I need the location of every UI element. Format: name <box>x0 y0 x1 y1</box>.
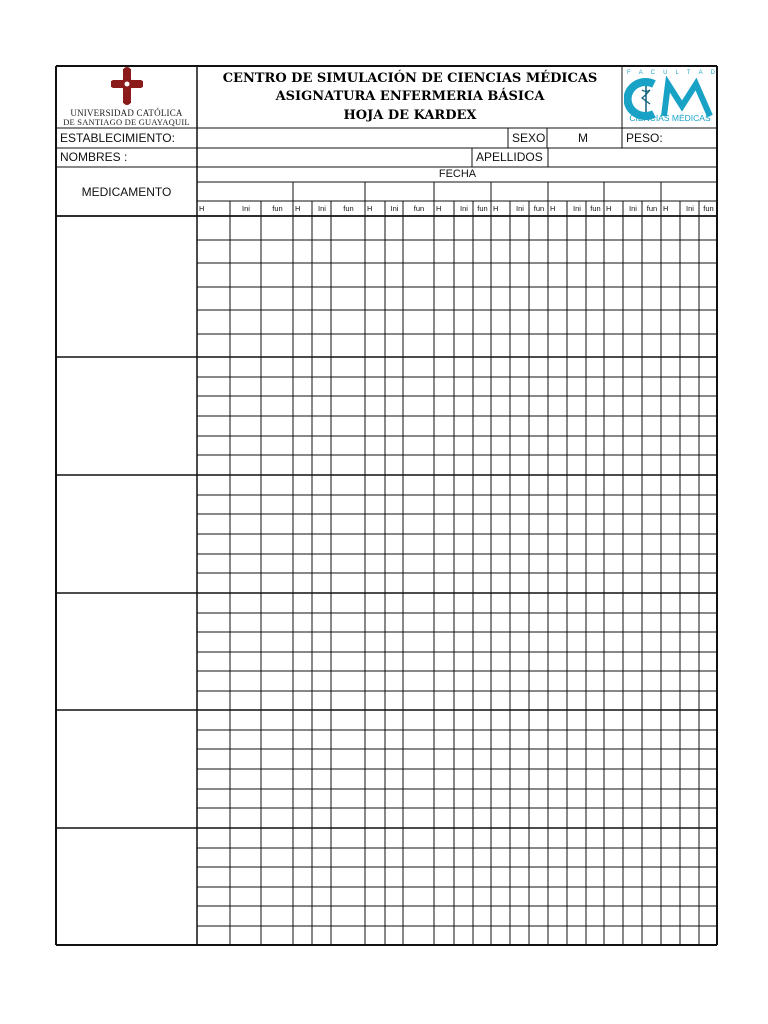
dose-column-header: H <box>436 204 442 213</box>
medicamento-header: MEDICAMENTO <box>81 185 172 199</box>
faculty-name: CIENCIAS MÉDICAS <box>629 113 711 123</box>
dose-column-header: fun <box>533 204 545 213</box>
dose-column-header: fun <box>477 204 488 213</box>
dose-column-header: fun <box>272 204 283 213</box>
dose-column-header: H <box>295 204 301 213</box>
dose-column-header: H <box>199 204 205 213</box>
dose-column-header: Ini <box>686 204 694 213</box>
dose-column-header: fun <box>343 204 354 213</box>
facultad-letter: A <box>698 70 703 76</box>
apellidos-label: APELLIDOS <box>476 150 543 164</box>
dose-column-header: Ini <box>573 204 581 213</box>
sexo-label: SEXO <box>512 131 546 145</box>
dose-column-header: H <box>550 204 556 213</box>
fecha-header: FECHA <box>438 168 477 180</box>
dose-column-header: Ini <box>629 204 637 213</box>
page-title-line2: ASIGNATURA ENFERMERIA BÁSICA <box>275 89 545 104</box>
dose-column-header: H <box>606 204 612 213</box>
facultad-letter: D <box>710 70 715 76</box>
dose-column-header: H <box>493 204 499 213</box>
dose-column-header: Ini <box>318 204 326 213</box>
dose-column-header: H <box>663 204 669 213</box>
peso-label: PESO: <box>626 131 663 145</box>
page-title-line3: HOJA DE KARDEX <box>343 108 477 123</box>
university-logo <box>57 66 196 128</box>
university-name-line1: UNIVERSIDAD CATÓLICA <box>70 108 183 118</box>
facultad-letter: T <box>686 70 691 76</box>
facultad-letter: F <box>627 70 631 76</box>
establecimiento-label: ESTABLECIMIENTO: <box>60 131 175 145</box>
dose-column-header: fun <box>646 204 658 213</box>
nombres-label: NOMBRES : <box>60 150 128 164</box>
dose-column-header: Ini <box>242 204 250 213</box>
dose-column-header: fun <box>703 204 714 213</box>
cross-crest-icon <box>111 67 143 105</box>
dose-column-header: H <box>367 204 373 213</box>
dose-column-header: fun <box>413 204 425 213</box>
facultad-letter: L <box>675 70 679 76</box>
facultad-letter: U <box>663 70 668 76</box>
dose-column-header: fun <box>590 204 601 213</box>
facultad-letter: C <box>650 70 656 76</box>
facultad-letter: A <box>638 70 643 76</box>
dose-column-header: Ini <box>516 204 524 213</box>
sexo-value: M <box>578 131 588 145</box>
dose-column-header: Ini <box>460 204 468 213</box>
faculty-logo <box>623 66 717 128</box>
dose-column-header: Ini <box>390 204 399 213</box>
university-name-line2: DE SANTIAGO DE GUAYAQUIL <box>63 117 190 127</box>
page-title-line1: CENTRO DE SIMULACIÓN DE CIENCIAS MÉDICAS <box>222 71 598 86</box>
